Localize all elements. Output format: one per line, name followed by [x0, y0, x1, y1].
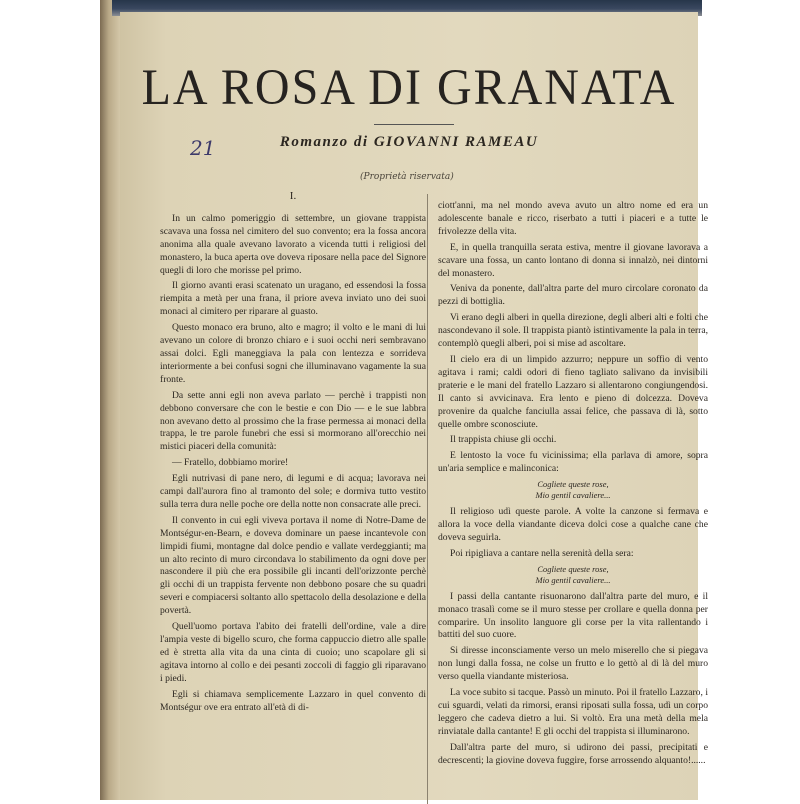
paragraph: In un calmo pomeriggio di settembre, un giovane trappista scavava una fossa nel cimitero del suo convento; era la fossa ancora anonima alla quale avevano lavorato a vicenda tutti i religiosi del monastero, la buca aperta ove doveva riposare nella pace del Signore quegli di loro che morisse pel primo. — [160, 212, 426, 276]
left-column — [160, 190, 426, 717]
right-column — [438, 200, 708, 771]
verse-line: Mio gentil cavaliere... — [535, 574, 611, 585]
paragraph: Egli nutrivasi di pane nero, di legumi e di acqua; lavorava nei campi dall'aurora fino al tramonto del sole; e dormiva tutto vestito sulla terra dura nelle poche ore della notte non consacrate alle preci. — [160, 473, 426, 510]
title-rule — [374, 124, 454, 125]
paragraph: Il giorno avanti erasi scatenato un uragano, ed essendosi la fossa riempita a metà per una frana, il priore aveva inviato uno dei suoi monaci al cimitero per riparare al guasto. — [160, 280, 426, 318]
book-spine — [100, 0, 122, 800]
paragraph: Il cielo era di un limpido azzurro; neppure un soffio di vento agitava i rami; caldi odori di fieno tagliato salivano da invisibili praterie e le mani del fratello Lazzaro si allentarono congiungendosi. Il canto si avvicinava. Era lento e pieno di dolcezza. Doveva provenire da qualche fanciulla assai felice, che passava di là, sotto quelle ombre sconosciute. — [438, 353, 708, 430]
paragraph: Il convento in cui egli viveva portava il nome di Notre-Dame de Montségur-en-Bearn, e doveva dominare un paese incantevole con limpidi fiumi, montagne dal dolce pendio e vallate verdeggianti; ma un alto recinto di muro circondava lo stabilimento da ogni dove per nascondere il più che era possibile gli incanti dell'orizzonte perchè gli occhi di un trappista fervente non debbono posare che su quadri severi e compiacersi soltanto allo spettacolo della desolazione e della povertà. — [160, 514, 426, 617]
song-verse — [438, 564, 708, 586]
paragraph: Veniva da ponente, dall'altra parte del muro circolare coronato da pezzi di bottiglia. — [438, 283, 708, 308]
paragraph: ciott'anni, ma nel mondo aveva avuto un altro nome ed era un adolescente banale e ricco, riserbato a tutti i piaceri e a tutte le frivolezze della vita. — [438, 200, 708, 237]
paragraph: E lentosto la voce fu vicinissima; ella parlava di amore, sopra un'aria semplice e malinconica: — [438, 450, 708, 475]
paragraph: Quell'uomo portava l'abito dei fratelli dell'ordine, vale a dire l'ampia veste di bigello scuro, che forma cappuccio dietro alle spalle ed è stretta alla vita da una cinta di cuoio; uno scapolare gli si agitava intorno al collo e dei pesanti zoccoli di faggio gli riparavano i piedi. — [160, 621, 426, 684]
paragraph: Il trappista chiuse gli occhi. — [450, 434, 557, 446]
column-divider — [427, 194, 428, 804]
chapter-heading: I. — [289, 190, 297, 202]
page-title: LA ROSA DI GRANATA — [141, 59, 677, 116]
paragraph: Da sette anni egli non aveva parlato — perchè i trappisti non debbono conversare che con le bestie e con Dio — e le sue labbra non avevano detto al prossimo che la frase permessa ai monaci della trappa, le tre parole funebri che essi si mormorano all'orecchio nei mistici piaceri della comunità: — [160, 389, 426, 453]
verse-line: Cogliete queste rose, — [537, 479, 609, 490]
paragraph: E, in quella tranquilla serata estiva, mentre il giovane lavorava a scavare una fossa, un canto lontano di donna si innalzò, nei dintorni del monastero. — [438, 241, 708, 279]
paragraph: Si diresse inconsciamente verso un melo miserello che si piegava non lungi dalla fossa, ne colse un frutto e lo gettò al di là del muro verso quella viandante misteriosa. — [438, 645, 708, 683]
verse-line: Cogliete queste rose, — [537, 563, 609, 574]
paragraph: Dall'altra parte del muro, si udirono dei passi, precipitati e decrescenti; la giovine doveva fuggire, forse arrossendo alquanto!...... — [438, 741, 708, 766]
book-page — [120, 12, 708, 800]
paragraph: Poi ripigliava a cantare nella serenità della sera: — [450, 547, 634, 559]
paragraph: I passi della cantante risuonarono dall'altra parte del muro, e il monaco trasalì come se il muro stesse per crollare e quella donna per comparire. Un insolito languore gli corse per la vita rallentando i battiti del suo cuore. — [438, 590, 708, 641]
subtitle-author: Romanzo di GIOVANNI RAMEAU — [279, 134, 539, 150]
paragraph: Il religioso udì queste parole. A volte la canzone si fermava e allora la voce della viandante diceva dolci cose a qualche cane che doveva seguirla. — [438, 506, 708, 543]
song-verse — [438, 479, 708, 501]
paragraph: Questo monaco era bruno, alto e magro; il volto e le mani di lui avevano un colore di bronzo chiaro e i suoi occhi neri sembravano assai dolci. Egli maneggiava la pala con lentezza e sorrideva interiormente a bei confusi sogni che illuminavano vagamente la sua fronte. — [160, 322, 426, 385]
paragraph: Vi erano degli alberi in quella direzione, degli alberi alti e folti che nascondevano il sole. Il trappista piantò istintivamente la pala in terra, contemplò quegli alberi, poi si mise ad ascoltare. — [438, 312, 708, 350]
paragraph: La voce subito si tacque. Passò un minuto. Poi il fratello Lazzaro, i cui sguardi, velati da rimorsi, eransi riposati sulla fossa, udì un corpo leggero che cadeva dietro a lui. Si voltò. Era una metà della mela rinviatale dalla cantante! E gli occhi del trappista si illuminarono. — [438, 687, 708, 737]
paragraph: — Fratello, dobbiamo morire! — [172, 457, 289, 469]
rights-notice: (Proprietà riservata) — [360, 172, 454, 182]
verse-line: Mio gentil cavaliere... — [535, 490, 611, 501]
paragraph: Egli si chiamava semplicemente Lazzaro in quel convento di Montségur ove era entrato all'età di di- — [160, 688, 426, 713]
handwritten-note: 21 — [190, 136, 216, 160]
